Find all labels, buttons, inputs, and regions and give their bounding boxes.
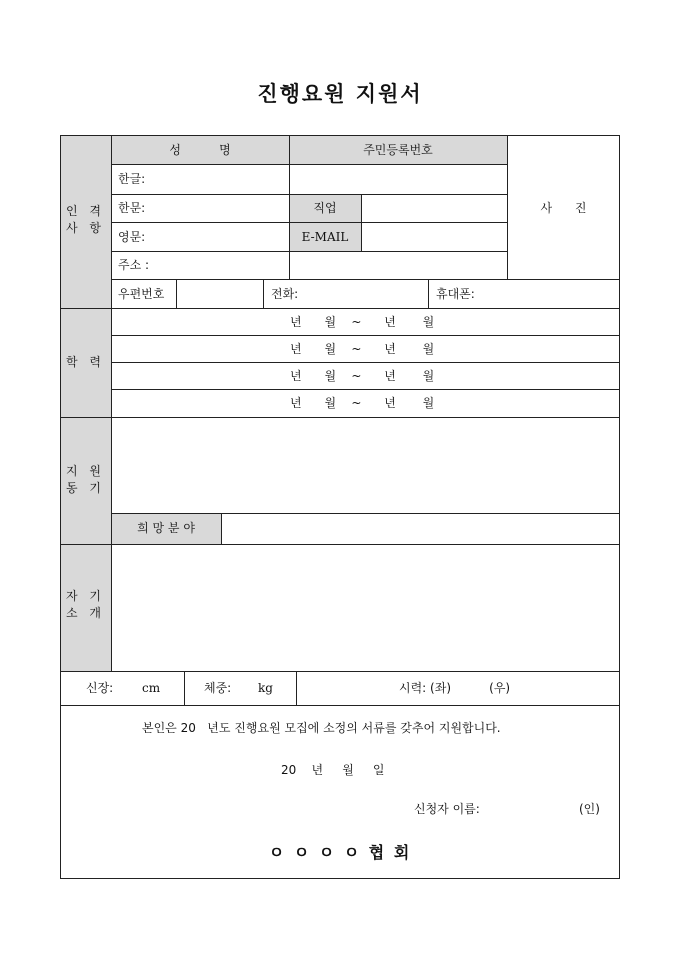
desired-field-label: 희 망 분 야 [137, 521, 195, 535]
height-label: 신장: [86, 681, 114, 695]
id-number-header: 주민등록번호 [363, 143, 433, 157]
education-section-label: 학 력 [66, 355, 105, 369]
education-period-4: 년 월 ~ 년 월 [290, 396, 435, 410]
personal-section-label: 인 격 사 항 [66, 204, 105, 235]
weight-label: 체중: [204, 681, 232, 695]
declaration-statement: 본인은 20 년도 진행요원 모집에 소정의 서류를 갖추어 지원합니다. [142, 721, 501, 735]
intro-section-label: 자 기 소 개 [66, 589, 105, 620]
motivation-section-label: 지 원 동 기 [66, 464, 105, 495]
job-label: 직업 [313, 201, 337, 215]
name-english-label: 영문: [118, 230, 146, 244]
photo-placeholder: 사 진 [540, 201, 587, 215]
name-hangul-label: 한글: [118, 172, 146, 186]
postcode-label: 우편번호 [118, 287, 165, 301]
phone-label: 전화: [271, 287, 299, 301]
education-period-2: 년 월 ~ 년 월 [290, 342, 435, 356]
weight-unit: kg [258, 681, 273, 695]
education-period-3: 년 월 ~ 년 월 [290, 369, 435, 383]
education-period-1: 년 월 ~ 년 월 [290, 315, 435, 329]
organization-name: ㅇ ㅇ ㅇ ㅇ 협 회 [268, 843, 412, 862]
email-label: E-MAIL [301, 230, 349, 244]
vision-label: 시력: (좌) (우) [399, 681, 511, 695]
height-unit: cm [142, 681, 161, 695]
name-header: 성 명 [169, 143, 231, 157]
name-hanja-label: 한문: [118, 201, 146, 215]
applicant-name-label: 신청자 이름: [414, 802, 480, 816]
seal-mark: (인) [579, 802, 600, 816]
declaration-date: 20 년 월 일 [281, 763, 385, 777]
address-label: 주소 : [118, 258, 150, 272]
mobile-label: 휴대폰: [436, 287, 475, 301]
form-title: 진행요원 지원서 [257, 81, 423, 106]
